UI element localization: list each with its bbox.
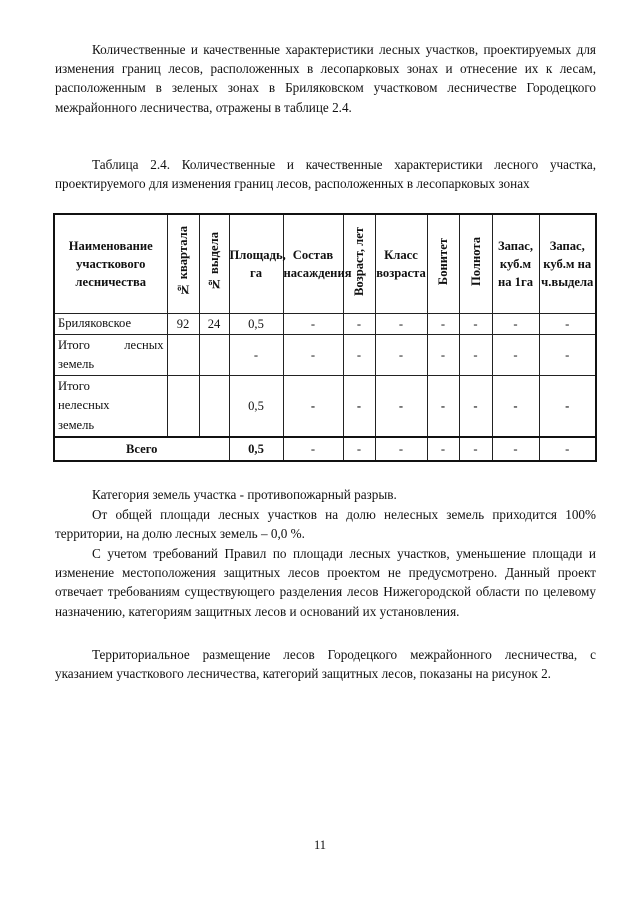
cell-composition: - xyxy=(283,314,343,335)
rules-paragraph: С учетом требований Правил по площади лесных участков, уменьшение площади и изменение местоположения защитных лесов проектом не предусмотрено. Данный проект отвечает требованиям существующего разделения лесов Нижегородской области по целевому назначению, категориям защитных лесов и оснований их установления. xyxy=(55,546,596,619)
cell-polnota: - xyxy=(459,335,492,376)
table-row xyxy=(54,314,596,335)
header-bonitet: Бонитет xyxy=(427,214,459,314)
header-kvartal: № квартала xyxy=(167,214,199,314)
cell-kvartal: 92 xyxy=(167,314,199,335)
cell-kvartal xyxy=(167,335,199,376)
cell-area: - xyxy=(229,335,283,376)
cell-composition: - xyxy=(283,335,343,376)
header-name: Наименование участкового лесничества xyxy=(54,214,167,314)
cell-stock-per-plot: - xyxy=(539,437,596,461)
header-vydel: № выдела xyxy=(199,214,229,314)
cell-total-label: Всего xyxy=(54,437,229,461)
share-paragraph: От общей площади лесных участков на долю нелесных земель приходится 100% территории, на долю лесных земель – 0,0 %. xyxy=(55,507,596,542)
header-age: Возраст, лет xyxy=(343,214,375,314)
characteristics-table xyxy=(53,213,597,462)
cell-kvartal xyxy=(167,376,199,438)
cell-age: - xyxy=(343,376,375,438)
cell-polnota: - xyxy=(459,437,492,461)
page-number: 11 xyxy=(313,838,327,852)
cell-name: Итого нелесных земель xyxy=(54,376,167,438)
cell-stock-per-ha: - xyxy=(492,376,539,438)
cell-composition: - xyxy=(283,437,343,461)
header-composition: Состав насаждения xyxy=(283,214,343,314)
cell-bonitet: - xyxy=(427,335,459,376)
cell-stock-per-ha: - xyxy=(492,335,539,376)
cell-age: - xyxy=(343,335,375,376)
cell-stock-per-ha: - xyxy=(492,314,539,335)
cell-vydel xyxy=(199,376,229,438)
header-stock-per-plot: Запас, куб.м на ч.выдела xyxy=(539,214,596,314)
cell-vydel: 24 xyxy=(199,314,229,335)
cell-vydel xyxy=(199,335,229,376)
cell-bonitet: - xyxy=(427,376,459,438)
header-polnota: Полнота xyxy=(459,214,492,314)
cell-area: 0,5 xyxy=(229,376,283,438)
cell-age-class: - xyxy=(375,376,427,438)
header-stock-per-ha: Запас, куб.м на 1га xyxy=(492,214,539,314)
territorial-paragraph: Территориальное размещение лесов Городецкого межрайонного лесничества, с указанием участкового лесничества, категорий защитных лесов, показаны на рисунок 2. xyxy=(55,647,596,682)
cell-age: - xyxy=(343,437,375,461)
table-total-row xyxy=(54,437,596,461)
cell-name: Бриляковское xyxy=(54,314,167,335)
cell-area: 0,5 xyxy=(229,314,283,335)
cell-bonitet: - xyxy=(427,314,459,335)
cell-polnota: - xyxy=(459,376,492,438)
cell-age-class: - xyxy=(375,314,427,335)
cell-composition: - xyxy=(283,376,343,438)
table-row xyxy=(54,335,596,376)
cell-stock-per-plot: - xyxy=(539,314,596,335)
cell-polnota: - xyxy=(459,314,492,335)
cell-age-class: - xyxy=(375,437,427,461)
intro-paragraph: Количественные и качественные характеристики лесных участков, проектируемых для изменения границ лесов, расположенных в лесопарковых зонах и отнесение их к лесам, расположенным в зеленых зонах в Бриляковском участковом лесничестве Городецкого межрайонного лесничества, отражены в таблице 2.4. xyxy=(55,42,596,115)
cell-age-class: - xyxy=(375,335,427,376)
header-age-class: Класс возраста xyxy=(375,214,427,314)
cell-stock-per-plot: - xyxy=(539,335,596,376)
table-caption: Таблица 2.4. Количественные и качественные характеристики лесного участка, проектируемого для изменения границ лесов, расположенных в лесопарковых зонах xyxy=(55,157,596,192)
cell-bonitet: - xyxy=(427,437,459,461)
header-area: Площадь, га xyxy=(229,214,283,314)
cell-stock-per-plot: - xyxy=(539,376,596,438)
cell-area: 0,5 xyxy=(229,437,283,461)
cell-name: Итого лесных земель xyxy=(54,335,167,376)
cell-age: - xyxy=(343,314,375,335)
table-header-row xyxy=(54,214,596,314)
cell-stock-per-ha: - xyxy=(492,437,539,461)
table-row xyxy=(54,376,596,438)
land-category-paragraph: Категория земель участка - противопожарный разрыв. xyxy=(92,487,397,502)
